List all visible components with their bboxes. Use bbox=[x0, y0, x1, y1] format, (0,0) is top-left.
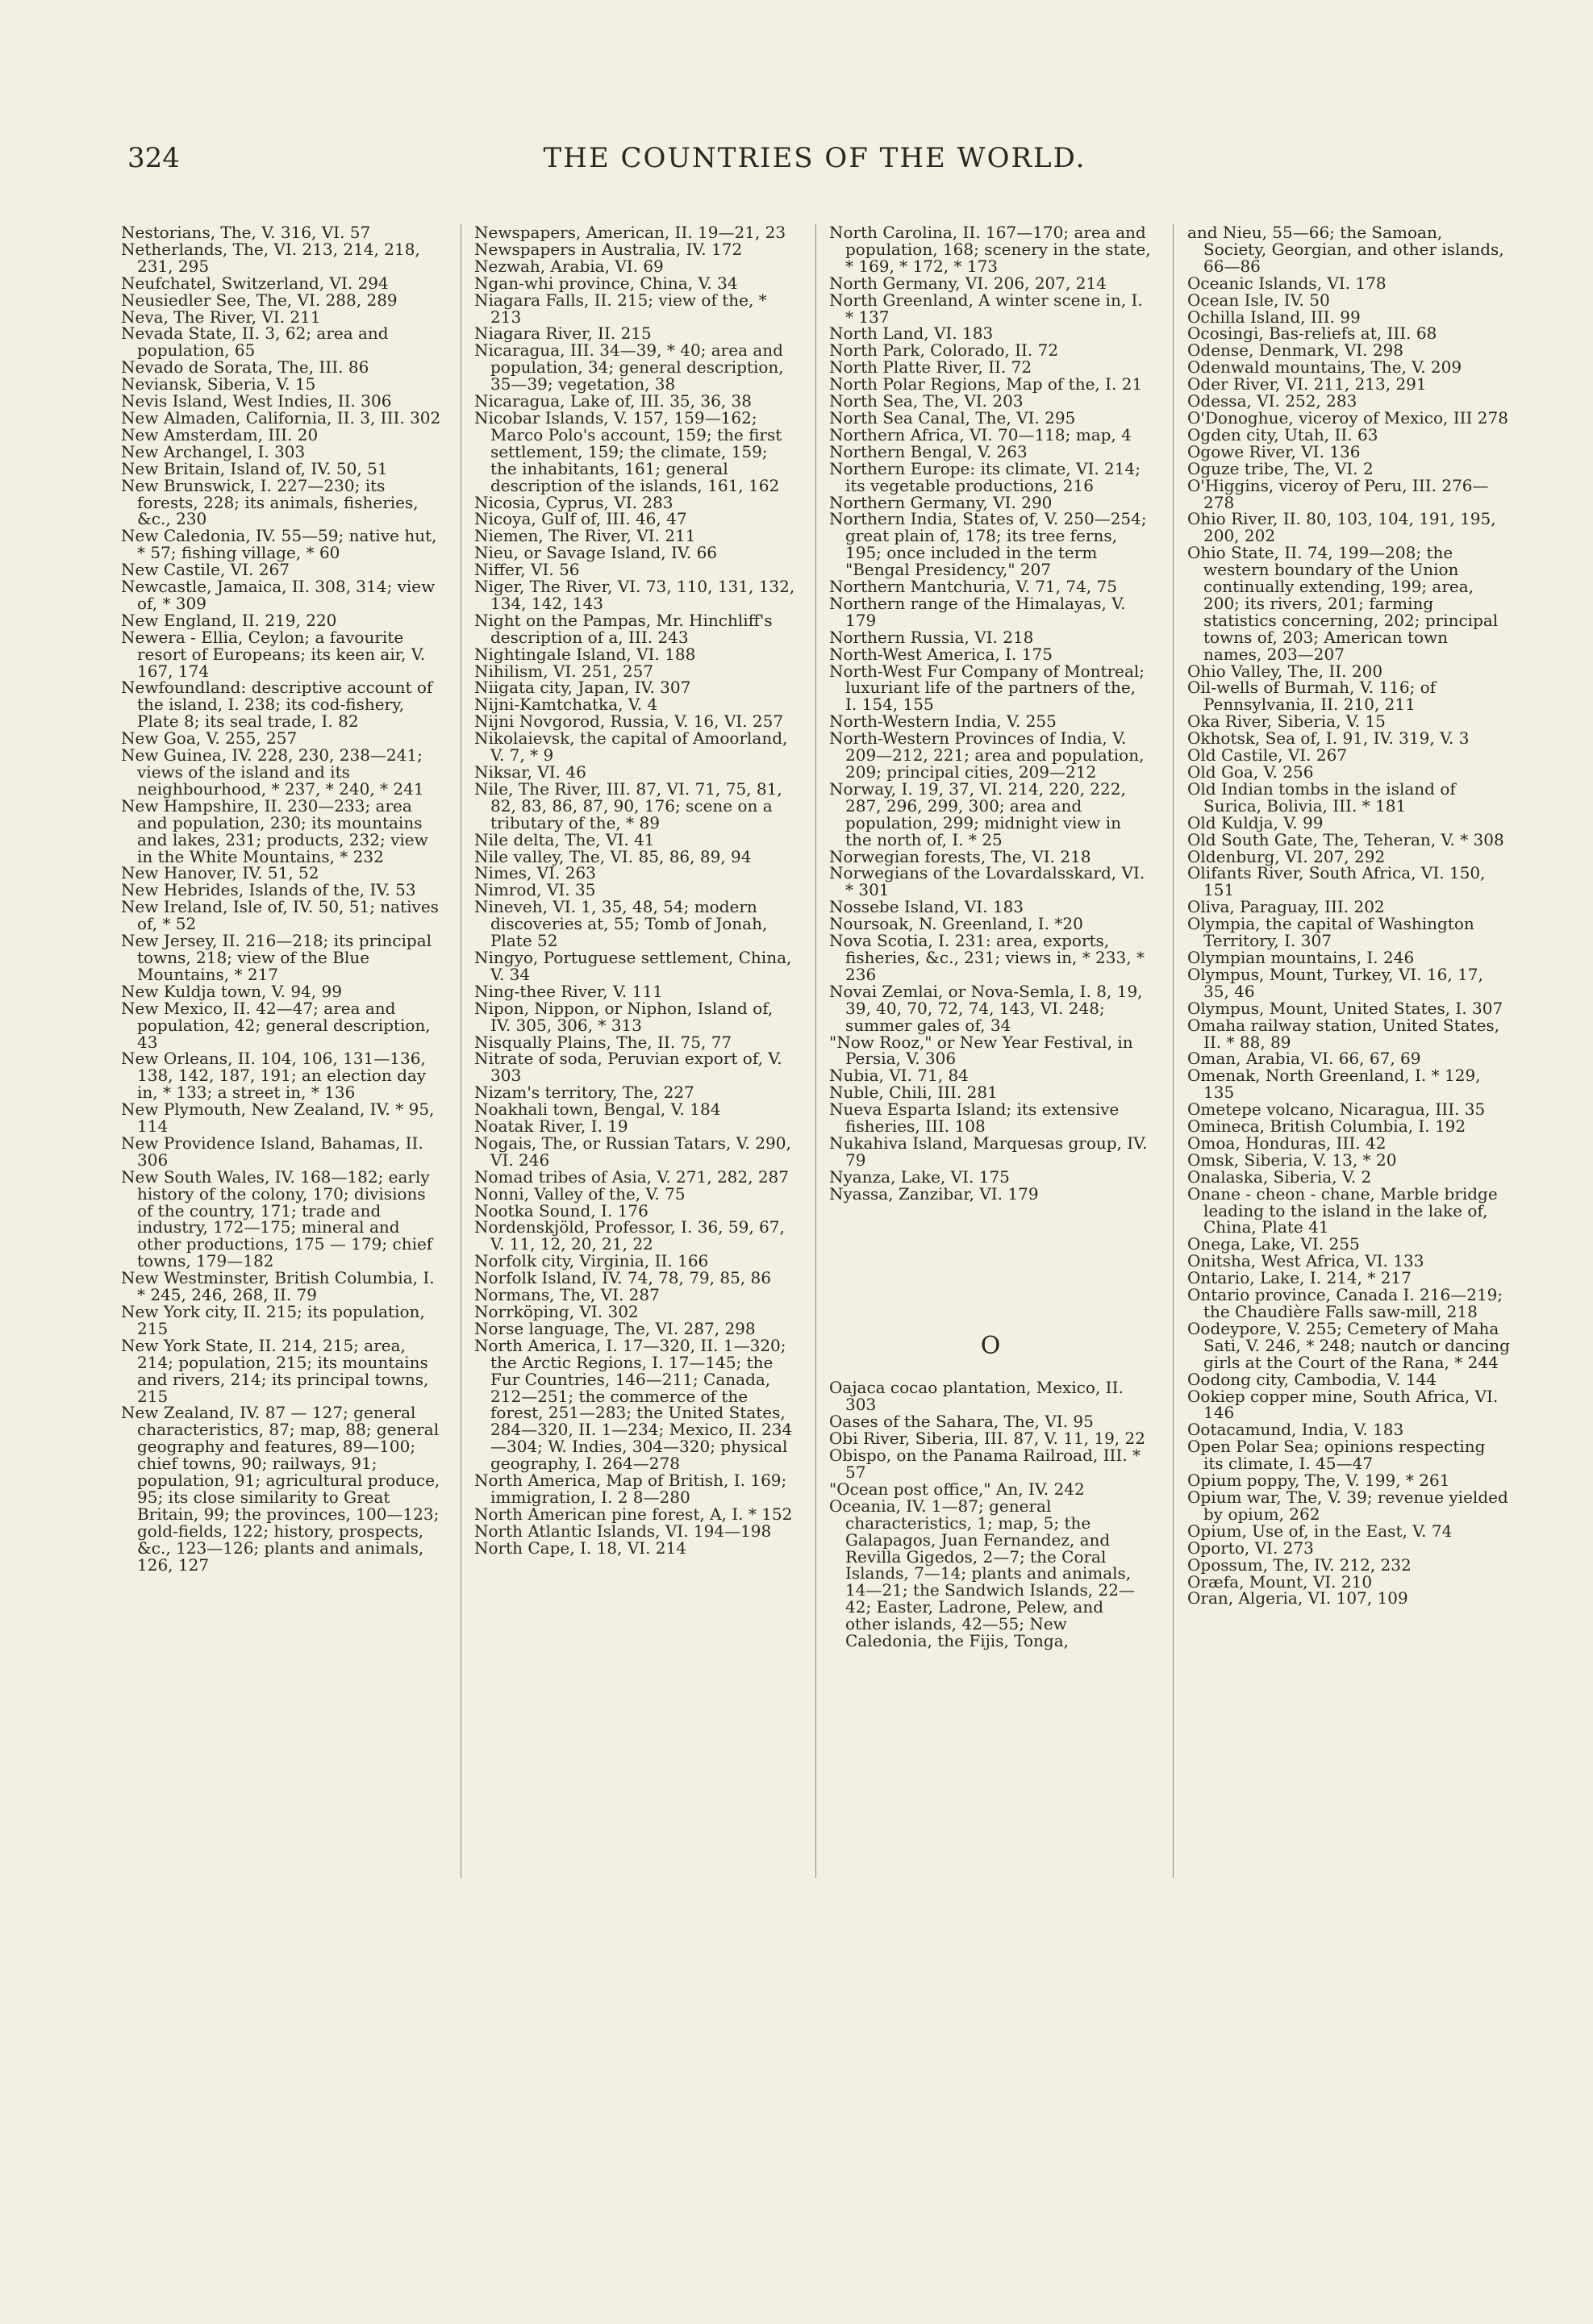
index-entry: New York city, II. 215; its population, 215 bbox=[121, 1302, 425, 1338]
index-entry: Oajaca cocao plantation, Mexico, II. 303 bbox=[829, 1378, 1124, 1415]
index-entry: Oman, Arabia, VI. 66, 67, 69 bbox=[1187, 1049, 1421, 1069]
index-entry: Oguze tribe, The, VI. 2 bbox=[1187, 458, 1374, 478]
index-entry: Nile, The River, III. 87, VI. 71, 75, 81, 82, 83, 86, 87, 90, 176; scene on a tributary of the, * 89 bbox=[474, 778, 782, 832]
running-title: THE COUNTRIES OF THE WORLD. bbox=[543, 142, 1086, 174]
index-entry: New Hebrides, Islands of the, IV. 53 bbox=[121, 880, 416, 900]
index-entry: Niigata city, Japan, IV. 307 bbox=[474, 678, 691, 698]
index-entry: North Land, VI. 183 bbox=[829, 323, 994, 344]
index-entry: Northern India, States of, V. 250—254; great plain of, 178; its tree ferns, 195; once included in the term "Bengal Presidency," 207 bbox=[829, 509, 1147, 580]
index-entry: Oka River, Siberia, V. 15 bbox=[1187, 711, 1386, 732]
index-entry: Niffer, VI. 56 bbox=[474, 560, 580, 580]
index-entry: Neviansk, Siberia, V. 15 bbox=[121, 374, 316, 394]
index-entry: New Westminster, British Columbia, I. * 245, 246, 268, II. 79 bbox=[121, 1268, 435, 1305]
index-entry: Olympus, Mount, United States, I. 307 bbox=[1187, 998, 1503, 1018]
index-entry: Nova Scotia, I. 231: area, exports, fisheries, &c., 231; views in, * 233, * 236 bbox=[829, 931, 1145, 984]
index-entry: Nueva Esparta Island; its extensive fisheries, III. 108 bbox=[829, 1099, 1120, 1137]
index-entry: New England, II. 219, 220 bbox=[121, 610, 337, 630]
column-divider bbox=[1173, 224, 1174, 1878]
index-column-3 bbox=[829, 224, 1152, 1650]
index-entry: Nicaragua, Lake of, III. 35, 36, 38 bbox=[474, 391, 752, 411]
index-column-1 bbox=[121, 224, 444, 1574]
index-entry: Northern Russia, VI. 218 bbox=[829, 627, 1034, 647]
index-entry: O'Donoghue, viceroy of Mexico, III 278 bbox=[1187, 407, 1508, 428]
index-entry: Omaha railway station, United States, II. * 88, 89 bbox=[1187, 1015, 1500, 1052]
index-entry: Oldenburg, VI. 207, 292 bbox=[1187, 846, 1386, 866]
index-entry: Nimrod, VI. 35 bbox=[474, 880, 596, 900]
index-entry: New Goa, V. 255, 257 bbox=[121, 728, 298, 749]
index-entry: Normans, The, VI. 287 bbox=[474, 1285, 660, 1305]
index-entry: Ometepe volcano, Nicaragua, III. 35 bbox=[1187, 1099, 1486, 1120]
index-entry: Northern Germany, VI. 290 bbox=[829, 492, 1053, 512]
index-entry: Niagara Falls, II. 215; view of the, * 213 bbox=[474, 290, 767, 327]
index-entry: Nisqually Plains, The, II. 75, 77 bbox=[474, 1032, 732, 1052]
index-entry: Noursoak, N. Greenland, I. *20 bbox=[829, 914, 1083, 934]
index-entry: Oran, Algeria, VI. 107, 109 bbox=[1187, 1588, 1408, 1608]
index-entry: Old Goa, V. 256 bbox=[1187, 762, 1314, 782]
index-entry: Obi River, Siberia, III. 87, V. 11, 19, 22 bbox=[829, 1429, 1145, 1449]
index-entry: New Jersey, II. 216—218; its principal towns, 218; view of the Blue Mountains, * 217 bbox=[121, 931, 432, 984]
index-entry: Night on the Pampas, Mr. Hinchliff's description of a, III. 243 bbox=[474, 610, 773, 647]
index-entry: North Polar Regions, Map of the, I. 21 bbox=[829, 374, 1143, 394]
index-entry: Nonni, Valley of the, V. 75 bbox=[474, 1183, 686, 1204]
index-entry: Oder River, VI. 211, 213, 291 bbox=[1187, 374, 1427, 394]
index-entry: Northern Europe: its climate, VI. 214; its vegetable productions, 216 bbox=[829, 458, 1141, 495]
index-entry: North-Western India, V. 255 bbox=[829, 711, 1057, 732]
index-entry: Nicoya, Gulf of, III. 46, 47 bbox=[474, 509, 687, 529]
index-entry: Nevado de Sorata, The, III. 86 bbox=[121, 357, 369, 378]
index-entry: Norfolk city, Virginia, II. 166 bbox=[474, 1251, 709, 1271]
index-entry: North-West Fur Company of Montreal; luxuriant life of the partners of the, I. 154, 155 bbox=[829, 661, 1145, 715]
index-entry: Newera - Ellia, Ceylon; a favourite resort of Europeans; its keen air, V. 167, 174 bbox=[121, 627, 426, 681]
index-entry: Opossum, The, IV. 212, 232 bbox=[1187, 1554, 1412, 1575]
index-entry: North-West America, I. 175 bbox=[829, 644, 1053, 664]
index-entry: Nestorians, The, V. 316, VI. 57 bbox=[121, 223, 371, 242]
index-entry: Old South Gate, The, Teheran, V. * 308 bbox=[1187, 829, 1504, 849]
index-entry: Onalaska, Siberia, V. 2 bbox=[1187, 1166, 1372, 1187]
index-entry: Opium, Use of, in the East, V. 74 bbox=[1187, 1521, 1453, 1541]
index-entry: North-Western Provinces of India, V. 209—212, 221; area and population, 209; principal cities, 209—212 bbox=[829, 728, 1145, 782]
index-entry: North Germany, VI. 206, 207, 214 bbox=[829, 273, 1107, 293]
index-entry: Oræfa, Mount, VI. 210 bbox=[1187, 1571, 1373, 1592]
index-entry: New Mexico, II. 42—47; area and population, 42; general description, 43 bbox=[121, 998, 431, 1052]
index-entry: Norse language, The, VI. 287, 298 bbox=[474, 1318, 756, 1338]
index-entry: Oceanic Islands, VI. 178 bbox=[1187, 273, 1387, 293]
index-entry: New Britain, Island of, IV. 50, 51 bbox=[121, 458, 388, 478]
index-entry: North Atlantic Islands, VI. 194—198 bbox=[474, 1521, 772, 1541]
index-entry: New Guinea, IV. 228, 230, 238—241; views of the island and its neighbourhood, * 237, * 240, * 241 bbox=[121, 745, 424, 799]
index-entry: Olympian mountains, I. 246 bbox=[1187, 947, 1415, 967]
index-entry: Northern Africa, VI. 70—118; map, 4 bbox=[829, 424, 1132, 444]
index-entry: Olympus, Mount, Turkey, VI. 16, 17, 35, 46 bbox=[1187, 964, 1483, 1001]
index-entry: Neva, The River, VI. 211 bbox=[121, 307, 321, 327]
index-entry: New Kuldja town, V. 94, 99 bbox=[121, 981, 342, 1001]
index-entry: Ningyo, Portuguese settlement, China, V. 34 bbox=[474, 947, 792, 984]
index-entry: Old Kuldja, V. 99 bbox=[1187, 812, 1324, 832]
index-entry: Netherlands, The, VI. 213, 214, 218, 231, 295 bbox=[121, 239, 420, 276]
index-entry: Odessa, VI. 252, 283 bbox=[1187, 391, 1357, 411]
index-entry: Ning-thee River, V. 111 bbox=[474, 981, 663, 1001]
index-entry: Ogden city, Utah, II. 63 bbox=[1187, 424, 1378, 444]
index-entry: Niksar, VI. 46 bbox=[474, 762, 586, 782]
page-number: 324 bbox=[127, 142, 180, 174]
index-column-2 bbox=[474, 224, 797, 1557]
index-entry: New Archangel, I. 303 bbox=[121, 441, 306, 461]
index-entry: New Hanover, IV. 51, 52 bbox=[121, 863, 319, 883]
index-entry: Northern range of the Himalayas, V. 179 bbox=[829, 593, 1126, 630]
index-entry: Ontario province, Canada I. 216—219; the Chaudière Falls saw-mill, 218 bbox=[1187, 1285, 1503, 1321]
index-entry: Norwegian forests, The, VI. 218 bbox=[829, 846, 1091, 866]
index-entry: Ohio Valley, The, II. 200 bbox=[1187, 661, 1383, 681]
index-entry: Nukahiva Island, Marquesas group, IV. 79 bbox=[829, 1133, 1148, 1170]
index-entry: Ontario, Lake, I. 214, * 217 bbox=[1187, 1268, 1412, 1288]
index-entry: New Orleans, II. 104, 106, 131—136, 138, 142, 187, 191; an election day in, * 133; a street in, * 136 bbox=[121, 1049, 427, 1103]
index-entry: Nikolaievsk, the capital of Amoorland, V. 7, * 9 bbox=[474, 728, 788, 766]
index-entry: "Now Rooz," or New Year Festival, in Persia, V. 306 bbox=[829, 1032, 1133, 1069]
index-entry: Oases of the Sahara, The, VI. 95 bbox=[829, 1412, 1094, 1432]
index-entry: Oodeypore, V. 255; Cemetery of Maha Sati, V. 246, * 248; nautch or dancing girls at the Court of the Rana, * 244 bbox=[1187, 1318, 1510, 1372]
index-entry: Onitsha, West Africa, VI. 133 bbox=[1187, 1251, 1424, 1271]
index-entry: Nyanza, Lake, VI. 175 bbox=[829, 1166, 1010, 1187]
section-letter-heading: O bbox=[980, 1331, 1001, 1360]
index-entry: Nipon, Nippon, or Niphon, Island of, IV. 305, 306, * 313 bbox=[474, 998, 774, 1035]
index-entry: Nubia, VI. 71, 84 bbox=[829, 1066, 969, 1086]
index-entry: Ookiep copper mine, South Africa, VI. 146 bbox=[1187, 1386, 1499, 1423]
index-entry: New Hampshire, II. 230—233; area and population, 230; its mountains and lakes, 231; products, 232; view in the White Mountains, * 232 bbox=[121, 795, 428, 866]
index-entry: Opium war, The, V. 39; revenue yielded by opium, 262 bbox=[1187, 1487, 1508, 1524]
index-entry: Newspapers, American, II. 19—21, 23 bbox=[474, 223, 786, 242]
index-entry: Ootacamund, India, V. 183 bbox=[1187, 1420, 1404, 1440]
index-entry: Ocean Isle, IV. 50 bbox=[1187, 290, 1330, 310]
index-entry: Ocosingi, Bas-reliefs at, III. 68 bbox=[1187, 323, 1437, 344]
index-entry: Onane - cheon - chane, Marble bridge leading to the island in the lake of, China, Plate 41 bbox=[1187, 1183, 1498, 1237]
index-entry: Oil-wells of Burmah, V. 116; of Pennsylvania, II. 210, 211 bbox=[1187, 678, 1437, 715]
index-entry: North Platte River, II. 72 bbox=[829, 357, 1032, 378]
page-header bbox=[121, 142, 1508, 182]
index-entry: New Plymouth, New Zealand, IV. * 95, 114 bbox=[121, 1099, 435, 1137]
index-entry: Neusiedler See, The, VI. 288, 289 bbox=[121, 290, 398, 310]
index-entry: Nile delta, The, VI. 41 bbox=[474, 829, 655, 849]
index-entry: Noatak River, I. 19 bbox=[474, 1116, 628, 1137]
index-entry: Open Polar Sea; opinions respecting its climate, I. 45—47 bbox=[1187, 1437, 1486, 1474]
index-entry: Obispo, on the Panama Railroad, III. * 57 bbox=[829, 1446, 1141, 1482]
index-entry: Omenak, North Greenland, I. * 129, 135 bbox=[1187, 1066, 1481, 1103]
column-divider bbox=[815, 224, 816, 1878]
index-entry: Nile valley, The, VI. 85, 86, 89, 94 bbox=[474, 846, 752, 866]
index-entry: Nijni Novgorod, Russia, V. 16, VI. 257 bbox=[474, 711, 784, 732]
index-entry: Nicobar Islands, V. 157, 159—162; Marco Polo's account, 159; the first settlement, 159; the climate, 159; the inhabitants, 161; general description of the islands, 161, 162 bbox=[474, 407, 782, 495]
index-entry: Opium poppy, The, V. 199, * 261 bbox=[1187, 1471, 1450, 1491]
index-entry: Nijni-Kamtchatka, V. 4 bbox=[474, 695, 658, 715]
index-entry: Nomad tribes of Asia, V. 271, 282, 287 bbox=[474, 1166, 789, 1187]
index-entry: Oodong city, Cambodia, V. 144 bbox=[1187, 1369, 1437, 1389]
index-entry: Novai Zemlai, or Nova-Semla, I. 8, 19, 39, 40, 70, 72, 74, 143, VI. 248; summer gales of, 34 bbox=[829, 981, 1143, 1035]
index-entry: North Sea, The, VI. 203 bbox=[829, 391, 1024, 411]
index-entry: Norway, I. 19, 37, VI. 214, 220, 222, 287, 296, 299, 300; area and population, 299; midnight view in the north of, I. * 25 bbox=[829, 778, 1126, 849]
index-entry: Nizam's territory, The, 227 bbox=[474, 1083, 694, 1103]
index-entry: Omineca, British Columbia, I. 192 bbox=[1187, 1116, 1466, 1137]
index-entry: Nieu, or Savage Island, IV. 66 bbox=[474, 543, 718, 563]
index-entry: O'Higgins, viceroy of Peru, III. 276—278 bbox=[1187, 475, 1489, 512]
index-entry: North Cape, I. 18, VI. 214 bbox=[474, 1538, 686, 1558]
index-entry: North America, I. 17—320, II. 1—320; the Arctic Regions, I. 17—145; the Fur Countries, 146—211; Canada, 212—251; the commerce of the forest, 251—283; the United States, 284—320, II. 1—234; Mexico, II. 234—304; W. Indies, 304—320; physical geography, I. 264—278 bbox=[474, 1335, 793, 1474]
index-entry: Nogais, The, or Russian Tatars, V. 290, VI. 246 bbox=[474, 1133, 791, 1170]
index-entry: Norfolk Island, IV. 74, 78, 79, 85, 86 bbox=[474, 1268, 771, 1288]
index-entry: "Ocean post office," An, IV. 242 bbox=[829, 1479, 1085, 1499]
index-entry: Ochilla Island, III. 99 bbox=[1187, 307, 1361, 327]
index-entry: New South Wales, IV. 168—182; early history of the colony, 170; divisions of the country, 171; trade and industry, 172—175; mineral and other productions, 175 — 179; chief towns, 179—182 bbox=[121, 1166, 433, 1271]
index-entry: Nicaragua, III. 34—39, * 40; area and population, 34; general description, 35—39; vegetation, 38 bbox=[474, 340, 784, 394]
index-entry: New Ireland, Isle of, IV. 50, 51; natives of, * 52 bbox=[121, 897, 439, 934]
index-entry: Niger, The River, VI. 73, 110, 131, 132, 134, 142, 143 bbox=[474, 577, 795, 613]
index-entry: Norrköping, VI. 302 bbox=[474, 1302, 639, 1321]
index-entry: Neufchatel, Switzerland, VI. 294 bbox=[121, 273, 389, 293]
index-entry: Nicosia, Cyprus, VI. 283 bbox=[474, 492, 673, 512]
index-entry: Nordenskjöld, Professor, I. 36, 59, 67, V. 11, 12, 20, 21, 22 bbox=[474, 1217, 785, 1254]
index-entry: Odenwald mountains, The, V. 209 bbox=[1187, 357, 1462, 378]
index-entry: Oporto, VI. 273 bbox=[1187, 1538, 1314, 1558]
index-entry: North American pine forest, A, I. * 152 bbox=[474, 1504, 793, 1524]
index-entry: Olympia, the capital of Washington Territory, I. 307 bbox=[1187, 914, 1474, 951]
index-entry: New Caledonia, IV. 55—59; native hut, * 57; fishing village, * 60 bbox=[121, 526, 437, 563]
index-entry: New Zealand, IV. 87 — 127; general characteristics, 87; map, 88; general geography and features, 89—100; chief towns, 90; railways, 91; population, 91; agricultural produce, 95; its close similarity to Great Britain, 99; the provinces, 100—123; gold-fields, 122; history, prospects, &c., 123—126; plants and animals, 126, 127 bbox=[121, 1403, 440, 1575]
index-entry: Ogowe River, VI. 136 bbox=[1187, 441, 1361, 461]
index-entry: Nyassa, Zanzibar, VI. 179 bbox=[829, 1183, 1039, 1204]
index-entry: Nihilism, VI. 251, 257 bbox=[474, 661, 654, 681]
index-entry: Ngan-whi province, China, V. 34 bbox=[474, 273, 738, 293]
index-entry: Odense, Denmark, VI. 298 bbox=[1187, 340, 1403, 361]
index-entry: Oceania, IV. 1—87; general characteristics, 1; map, 5; the Galapagos, Juan Fernandez, and Revilla Gigedos, 2—7; the Coral Islands, 7—14; plants and animals, 14—21; the Sandwich Islands, 22—42; Easter, Ladrone, Pelew, and other islands, 42—55; New Caledonia, the Fijis, Tonga, bbox=[829, 1496, 1135, 1651]
index-entry: Nootka Sound, I. 176 bbox=[474, 1200, 648, 1220]
index-entry: Omsk, Siberia, V. 13, * 20 bbox=[1187, 1149, 1397, 1170]
index-entry: Nimes, VI. 263 bbox=[474, 863, 596, 883]
index-entry: Omoa, Honduras, III. 42 bbox=[1187, 1133, 1387, 1153]
index-entry: Ohio State, II. 74, 199—208; the western boundary of the Union continually extending, 199; area, 200; its rivers, 201; farming statistics concerning, 202; principal towns of, 203; American town names, 203—207 bbox=[1187, 543, 1499, 664]
index-entry: Nightingale Island, VI. 188 bbox=[474, 644, 696, 664]
index-entry: Nevis Island, West Indies, II. 306 bbox=[121, 391, 392, 411]
index-entry: Nitrate of soda, Peruvian export of, V. 303 bbox=[474, 1049, 782, 1086]
index-entry: Onega, Lake, VI. 255 bbox=[1187, 1234, 1360, 1254]
index-entry: Noakhali town, Bengal, V. 184 bbox=[474, 1099, 721, 1120]
index-entry: North Carolina, II. 167—170; area and population, 168; scenery in the state, * 169, * 172, * 173 bbox=[829, 223, 1151, 276]
index-entry: North Park, Colorado, II. 72 bbox=[829, 340, 1059, 361]
index-entry: New Castile, VI. 267 bbox=[121, 560, 290, 580]
index-entry: Nuble, Chili, III. 281 bbox=[829, 1083, 998, 1103]
index-entry: Nezwah, Arabia, VI. 69 bbox=[474, 256, 664, 276]
index-entry: Niemen, The River, VI. 211 bbox=[474, 526, 696, 546]
index-entry: Newfoundland: descriptive account of the island, I. 238; its cod-fishery, Plate 8; its seal trade, I. 82 bbox=[121, 678, 433, 732]
index-entry: Oliva, Paraguay, III. 202 bbox=[1187, 897, 1385, 917]
index-entry: Nossebe Island, VI. 183 bbox=[829, 897, 1024, 917]
index-entry: Nevada State, II. 3, 62; area and population, 65 bbox=[121, 323, 389, 361]
index-entry: New Brunswick, I. 227—230; its forests, 228; its animals, fisheries, &c., 230 bbox=[121, 475, 419, 529]
index-entry: Newcastle, Jamaica, II. 308, 314; view of, * 309 bbox=[121, 577, 436, 613]
index-entry: Northern Bengal, V. 263 bbox=[829, 441, 1028, 461]
index-entry: and Nieu, 55—66; the Samoan, Society, Georgian, and other islands, 66—86 bbox=[1187, 223, 1504, 276]
index-entry: New Providence Island, Bahamas, II. 306 bbox=[121, 1133, 423, 1170]
index-entry: Okhotsk, Sea of, I. 91, IV. 319, V. 3 bbox=[1187, 728, 1470, 749]
index-entry: Ohio River, II. 80, 103, 104, 191, 195, 200, 202 bbox=[1187, 509, 1496, 546]
index-entry: Nineveh, VI. 1, 35, 48, 54; modern discoveries at, 55; Tomb of Jonah, Plate 52 bbox=[474, 897, 768, 951]
index-entry: Northern Mantchuria, V. 71, 74, 75 bbox=[829, 577, 1117, 597]
index-entry: Niagara River, II. 215 bbox=[474, 323, 652, 344]
index-column-4 bbox=[1187, 224, 1510, 1607]
index-entry: Old Indian tombs in the island of Surica, Bolivia, III. * 181 bbox=[1187, 778, 1456, 816]
index-entry: New York State, II. 214, 215; area, 214; population, 215; its mountains and rivers, 214; its principal towns, 215 bbox=[121, 1335, 429, 1406]
index-entry: North Greenland, A winter scene in, I. * 137 bbox=[829, 290, 1143, 327]
index-entry: New Amsterdam, III. 20 bbox=[121, 424, 319, 444]
index-entry: Old Castile, VI. 267 bbox=[1187, 745, 1348, 766]
index-entry: North Sea Canal, The, VI. 295 bbox=[829, 407, 1076, 428]
index-entry: Newspapers in Australia, IV. 172 bbox=[474, 239, 743, 259]
index-entry: New Almaden, California, II. 3, III. 302 bbox=[121, 407, 441, 428]
index-entry: Norwegians of the Lovardalsskard, VI. * 301 bbox=[829, 863, 1145, 900]
index-entry: North America, Map of British, I. 169; immigration, I. 2 8—280 bbox=[474, 1471, 787, 1507]
index-entry: Olifants River, South Africa, VI. 150, 151 bbox=[1187, 863, 1486, 900]
